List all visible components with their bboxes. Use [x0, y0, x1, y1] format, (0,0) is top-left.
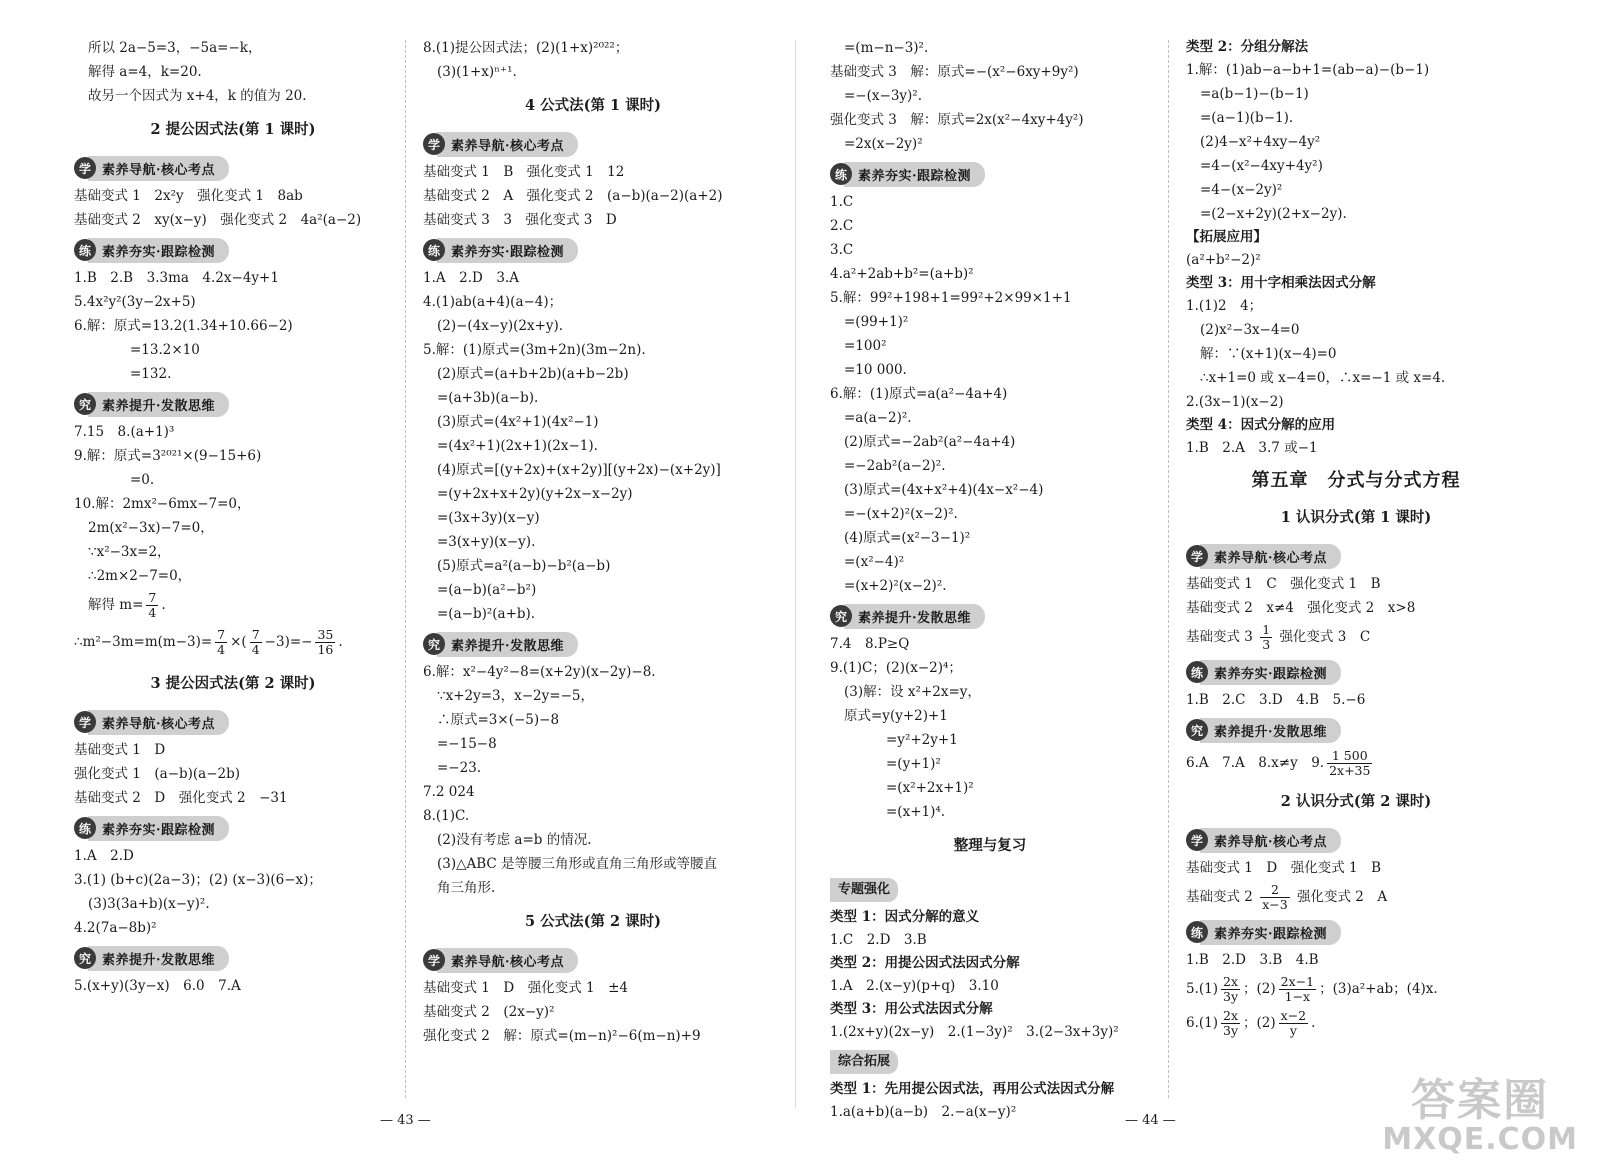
text-line: 强化变式 1 (a−b)(a−2b) — [74, 766, 241, 782]
xue-icon: 学 — [1186, 829, 1208, 851]
fraction — [250, 628, 262, 657]
jiu-icon: 究 — [74, 947, 96, 969]
denominator: 4 — [148, 605, 157, 620]
text-line: ∴2m×2−7=0， — [88, 568, 192, 584]
numerator: 1 500 — [1327, 749, 1372, 764]
text-fragment: ；(2) — [1243, 981, 1276, 997]
text-line: (5)原式=a²(a−b)−b²(a−b) — [437, 558, 611, 574]
text-line: 2.(3x−1)(x−2) — [1186, 394, 1284, 410]
text-line: 基础变式 3 解：原式=−(x²−6xy+9y²) — [830, 64, 1079, 80]
text-line: 角三角形. — [437, 880, 496, 896]
text-line: 7.2 024 — [423, 784, 475, 800]
text-line: 5.(x+y)(3y−x) 6.0 7.A — [74, 978, 241, 994]
text-line: 所以 2a−5=3，−5a=−k， — [88, 40, 262, 56]
text-line: 1.B 2.B 3.3ma 4.2x−4y+1 — [74, 270, 279, 286]
numerator: 2 — [1260, 883, 1289, 898]
badge-label: 素养导航·核心考点 — [437, 132, 578, 157]
denominator: 2x+35 — [1329, 763, 1371, 778]
text-line: (2)−(4x−y)(2x+y). — [437, 318, 564, 334]
text-line: 基础变式 2 xy(x−y) 强化变式 2 4a²(a−2) — [74, 212, 362, 228]
badge-label: 素养提升·发散思维 — [844, 604, 985, 629]
lian-icon: 练 — [1186, 921, 1208, 943]
text-line: 强化变式 3 解：原式=2x(x²−4xy+4y²) — [830, 112, 1084, 128]
text-fragment: 6.A 7.A 8.x≠y 9. — [1186, 755, 1325, 771]
text-line: ∴x+1=0 或 x−4=0，∴x=−1 或 x=4. — [1200, 370, 1446, 386]
text-line: (4)原式=(x²−3−1)² — [844, 530, 971, 546]
text-line: =13.2×10 — [130, 342, 200, 358]
badge-label: 素养夯实·跟踪检测 — [88, 816, 229, 841]
text-line: =−(x−3y)². — [844, 88, 923, 104]
text-line: =(99+1)² — [844, 314, 909, 330]
xue-icon: 学 — [74, 711, 96, 733]
text-line: 1.(1)2 4； — [1186, 298, 1263, 314]
text-line: =a(a−2)². — [844, 410, 912, 426]
badge-label: 素养提升·发散思维 — [88, 946, 229, 971]
text-line: =(x+2)²(x−2)². — [844, 578, 947, 594]
badge-label: 素养夯实·跟踪检测 — [437, 238, 578, 263]
column-3 — [830, 36, 1150, 1124]
text-line: =(y+1)² — [886, 756, 941, 772]
jiu-icon: 究 — [423, 633, 445, 655]
lian-icon: 练 — [74, 817, 96, 839]
denominator: 16 — [317, 642, 334, 657]
badge-core — [1186, 828, 1526, 852]
badge-think — [423, 632, 763, 656]
text-line: 9.解：原式=3²⁰²¹×(9−15+6) — [74, 448, 262, 464]
text-line: 解得 a=4，k=20. — [88, 64, 202, 80]
denominator: 3y — [1223, 989, 1239, 1004]
text-line: 1.B 2.A 3.7 或−1 — [1186, 440, 1318, 456]
type-heading: 类型 3：用十字相乘法因式分解 — [1186, 275, 1376, 291]
page-number-right: — 44 — — [1125, 1113, 1176, 1128]
fraction — [315, 628, 335, 657]
text-line: 基础变式 2 A 强化变式 2 (a−b)(a−2)(a+2) — [423, 188, 723, 204]
lian-icon: 练 — [74, 239, 96, 261]
denominator: 3y — [1223, 1023, 1239, 1038]
text-line: 3.C — [830, 242, 854, 258]
fraction — [1279, 975, 1316, 1004]
text-line: =(y+2x+x+2y)(y+2x−x−2y) — [437, 486, 633, 502]
section-title: 1 认识分式(第 1 课时) — [1280, 509, 1432, 526]
denominator: 4 — [217, 642, 226, 657]
text-line — [1186, 880, 1526, 914]
text-line: =4−(x−2y)² — [1200, 182, 1283, 198]
text-fragment: 6.(1) — [1186, 1015, 1219, 1031]
page-number-left: — 43 — — [380, 1113, 431, 1128]
text-line: =132. — [130, 366, 172, 382]
text-fragment: . — [1311, 1015, 1316, 1031]
badge-label: 素养导航·核心考点 — [88, 710, 229, 735]
text-line: 基础变式 1 D — [74, 742, 166, 758]
text-line: =−15−8 — [437, 736, 497, 752]
badge-label: 素养导航·核心考点 — [1200, 544, 1341, 569]
text-line: 1.C 2.D 3.B — [830, 932, 927, 948]
extension-heading: 【拓展应用】 — [1186, 229, 1267, 245]
text-line: =−(x+2)²(x−2)². — [844, 506, 958, 522]
text-line: =(3x+3y)(x−y) — [437, 510, 540, 526]
tag-comprehensive: 综合拓展 — [830, 1050, 898, 1074]
section-title: 4 公式法(第 1 课时) — [524, 97, 662, 114]
text-line: =(x²−4)² — [844, 554, 905, 570]
text-fragment: 解得 m= — [88, 597, 144, 613]
jiu-icon: 究 — [74, 393, 96, 415]
badge-core — [423, 132, 763, 156]
text-line: 2.C — [830, 218, 854, 234]
center-spine — [795, 40, 796, 1108]
text-line: (2)原式=−2ab²(a²−4a+4) — [844, 434, 1016, 450]
text-line: (2)x²−3x−4=0 — [1200, 322, 1300, 338]
text-line: 基础变式 2 (2x−y)² — [423, 1004, 555, 1020]
text-line: =100² — [844, 338, 887, 354]
numerator: 7 — [148, 590, 157, 605]
badge-label: 素养夯实·跟踪检测 — [1200, 920, 1341, 945]
section-title: 2 认识分式(第 2 课时) — [1280, 793, 1432, 810]
type-heading: 类型 3：用公式法因式分解 — [830, 1001, 993, 1017]
text-line: (3)原式=(4x+x²+4)(4x−x²−4) — [844, 482, 1044, 498]
text-line: =10 000. — [844, 362, 907, 378]
text-fragment: ；(2) — [1243, 1015, 1276, 1031]
section-title: 5 公式法(第 2 课时) — [524, 913, 662, 930]
text-line: (2)没有考虑 a=b 的情况. — [437, 832, 592, 848]
badge-label: 素养导航·核心考点 — [1200, 828, 1341, 853]
text-line: 2m(x²−3x)−7=0， — [88, 520, 214, 536]
type-heading: 类型 1：先用提公因式法，再用公式法因式分解 — [830, 1081, 1115, 1097]
text-line: 故另一个因式为 x+4，k 的值为 20. — [88, 88, 307, 104]
text-line: (2)原式=(a+b+2b)(a+b−2b) — [437, 366, 629, 382]
text-line: =y²+2y+1 — [886, 732, 958, 748]
text-line: 1.a(a+b)(a−b) 2.−a(x−y)² — [830, 1104, 1017, 1120]
text-line: (3)△ABC 是等腰三角形或直角三角形或等腰直 — [437, 856, 718, 872]
denominator: 3 — [1262, 637, 1271, 652]
type-heading: 类型 2：用提公因式法因式分解 — [830, 955, 1020, 971]
text-line: (4)原式=[(y+2x)+(x+2y)][(y+2x)−(x+2y)] — [437, 462, 721, 478]
badge-label: 素养夯实·跟踪检测 — [1200, 660, 1341, 685]
text-line: ∵x+2y=3，x−2y=−5， — [437, 688, 594, 704]
xue-icon: 学 — [1186, 545, 1208, 567]
text-line: 5.解：99²+198+1=99²+2×99×1+1 — [830, 290, 1072, 306]
numerator: 7 — [217, 627, 226, 642]
badge-think — [830, 604, 1150, 628]
text-line: =(a−b)(a²−b²) — [437, 582, 537, 598]
type-heading: 类型 1：因式分解的意义 — [830, 909, 980, 925]
text-line: 1.A 2.D 3.A — [423, 270, 519, 286]
text-line — [1186, 972, 1526, 1006]
text-line: 10.解：2mx²−6mx−7=0， — [74, 496, 251, 512]
text-line: 原式=y(y+2)+1 — [844, 708, 948, 724]
badge-label: 素养夯实·跟踪检测 — [88, 238, 229, 263]
badge-practice — [830, 162, 1150, 186]
text-line: (2)4−x²+4xy−4y² — [1200, 134, 1321, 150]
text-line: (3)(1+x)ⁿ⁺¹. — [437, 64, 517, 80]
text-line: 8.(1)C. — [423, 808, 470, 824]
text-line: =4−(x²−4xy+4y²) — [1200, 158, 1323, 174]
text-line: 4.2(7a−8b)² — [74, 920, 157, 936]
text-line: =(m−n−3)². — [844, 40, 929, 56]
text-line: =−2ab²(a−2)². — [844, 458, 946, 474]
text-fragment: ；(3)a²+ab；(4)x. — [1319, 981, 1438, 997]
column-1 — [74, 36, 392, 998]
text-line: 4.a²+2ab+b²=(a+b)² — [830, 266, 974, 282]
numerator: x−2 — [1280, 1008, 1307, 1023]
text-line: 1.A 2.(x−y)(p+q) 3.10 — [830, 978, 999, 994]
watermark-text: 答案圈 — [1411, 1075, 1550, 1126]
numerator: 2x — [1223, 1008, 1239, 1023]
badge-practice — [74, 238, 392, 262]
text-line: =a(b−1)−(b−1) — [1200, 86, 1309, 102]
text-line: 6.解：(1)原式=a(a²−4a+4) — [830, 386, 1008, 402]
badge-core — [423, 948, 763, 972]
text-line: =2x(x−2y)² — [844, 136, 923, 152]
text-line: 4.(1)ab(a+4)(a−4)； — [423, 294, 563, 310]
lian-icon: 练 — [423, 239, 445, 261]
text-line: =3(x+y)(x−y). — [437, 534, 536, 550]
text-line: 5.解：(1)原式=(3m+2n)(3m−2n). — [423, 342, 646, 358]
type-heading: 类型 2：分组分解法 — [1186, 39, 1309, 55]
text-line: 解：∵(x+1)(x−4)=0 — [1200, 346, 1337, 362]
fraction — [1279, 1009, 1308, 1038]
text-line: =(2−x+2y)(2+x−2y). — [1200, 206, 1347, 222]
text-fragment: ∴m²−3m=m(m−3)= — [74, 634, 213, 650]
jiu-icon: 究 — [830, 605, 852, 627]
badge-think — [74, 392, 392, 416]
text-line: =(x²+2x+1)² — [886, 780, 974, 796]
text-line: ∴m²−3m=m(m−3)= $\frac{7}{4}$ ×( $\frac{7}{4}$ −3)=− $\frac{35}{16}$ . — [74, 627, 343, 657]
text-line: ∵x²−3x=2， — [88, 544, 171, 560]
badge-label: 素养提升·发散思维 — [88, 392, 229, 417]
text-line: 基础变式 1 D 强化变式 1 ±4 — [423, 980, 628, 996]
xue-icon: 学 — [423, 133, 445, 155]
text-line: =(x+1)⁴. — [886, 804, 946, 820]
section-title: 3 提公因式法(第 2 课时) — [150, 675, 316, 692]
badge-practice — [1186, 660, 1526, 684]
text-line: 1.B 2.C 3.D 4.B 5.−6 — [1186, 692, 1366, 708]
numerator: 35 — [317, 627, 334, 642]
text-line: 基础变式 3 3 强化变式 3 D — [423, 212, 617, 228]
text-line: =(4x²+1)(2x+1)(2x−1). — [437, 438, 598, 454]
badge-label: 素养夯实·跟踪检测 — [844, 162, 985, 187]
text-fragment: 基础变式 2 — [1186, 889, 1253, 905]
text-line: =(a+3b)(a−b). — [437, 390, 539, 406]
tag-special: 专题强化 — [830, 878, 898, 902]
text-line: 1.C — [830, 194, 854, 210]
text-line: =(a−b)²(a+b). — [437, 606, 536, 622]
text-line: 基础变式 2 x≠4 强化变式 2 x>8 — [1186, 600, 1416, 616]
text-line: 基础变式 1 B 强化变式 1 12 — [423, 164, 625, 180]
text-line: 基础变式 2 D 强化变式 2 −31 — [74, 790, 288, 806]
badge-core — [1186, 544, 1526, 568]
type-heading: 类型 4：因式分解的应用 — [1186, 417, 1336, 433]
numerator: 1 — [1262, 622, 1271, 637]
text-line: 7.15 8.(a+1)³ — [74, 424, 175, 440]
badge-practice — [1186, 920, 1526, 944]
text-line: 1.A 2.D — [74, 848, 134, 864]
fraction — [1221, 975, 1240, 1004]
numerator: 2x — [1223, 974, 1239, 989]
fraction — [1221, 1009, 1240, 1038]
text-line: 基础变式 1 C 强化变式 1 B — [1186, 576, 1381, 592]
column-2 — [423, 36, 763, 1048]
right-column-divider — [1168, 40, 1169, 1098]
text-fragment: 强化变式 2 A — [1296, 889, 1388, 905]
text-line: (3)解：设 x²+2x=y， — [844, 684, 981, 700]
text-line: =−23. — [437, 760, 482, 776]
text-fragment: ×( — [230, 634, 247, 650]
text-line: 基础变式 1 D 强化变式 1 B — [1186, 860, 1382, 876]
text-fragment: 强化变式 3 C — [1279, 629, 1371, 645]
text-line: 基础变式 1 2x²y 强化变式 1 8ab — [74, 188, 303, 204]
watermark-logo — [1382, 1075, 1578, 1157]
badge-label: 素养提升·发散思维 — [1200, 718, 1341, 743]
text-line: (3)原式=(4x²+1)(4x²−1) — [437, 414, 599, 430]
fraction — [215, 628, 227, 657]
text-line — [1186, 746, 1526, 780]
watermark-url: MXQE.COM — [1382, 1122, 1578, 1157]
fraction — [146, 591, 158, 620]
fraction — [1260, 623, 1272, 652]
chapter-title: 第五章 分式与分式方程 — [1251, 470, 1461, 491]
text-line: (a²+b²−2)² — [1186, 252, 1261, 268]
text-line: 1.(2x+y)(2x−y) 2.(1−3y)² 3.(2−3x+3y)² — [830, 1024, 1119, 1040]
text-line: ∴原式=3×(−5)−8 — [437, 712, 560, 728]
text-line: =(a−1)(b−1). — [1200, 110, 1294, 126]
badge-practice — [74, 816, 392, 840]
column-4 — [1186, 36, 1526, 1040]
lian-icon: 练 — [1186, 661, 1208, 683]
left-column-divider — [405, 40, 406, 1098]
text-line: 8.(1)提公因式法；(2)(1+x)²⁰²²； — [423, 40, 629, 56]
section-title: 整理与复习 — [953, 837, 1027, 854]
badge-label: 素养导航·核心考点 — [88, 156, 229, 181]
text-fragment: 基础变式 3 — [1186, 629, 1253, 645]
denominator: 4 — [251, 642, 260, 657]
text-line — [1186, 620, 1526, 654]
numerator: 7 — [251, 627, 260, 642]
text-line: 1.B 2.D 3.B 4.B — [1186, 952, 1319, 968]
text-line: 6.解：原式=13.2(1.34+10.66−2) — [74, 318, 293, 334]
lian-icon: 练 — [830, 163, 852, 185]
text-line: 强化变式 2 解：原式=(m−n)²−6(m−n)+9 — [423, 1028, 701, 1044]
text-line: 6.解：x²−4y²−8=(x+2y)(x−2y)−8. — [423, 664, 656, 680]
badge-core — [74, 156, 392, 180]
text-line: =0. — [130, 472, 155, 488]
text-line: 9.(1)C；(2)(x−2)⁴； — [830, 660, 962, 676]
fraction — [1327, 749, 1372, 778]
badge-label: 素养导航·核心考点 — [437, 948, 578, 973]
text-line — [1186, 1006, 1526, 1040]
text-line: 7.4 8.P≥Q — [830, 636, 910, 652]
text-line: 5.4x²y²(3y−2x+5) — [74, 294, 196, 310]
badge-core — [74, 710, 392, 734]
text-line: 解得 m= $\frac{7}{4}$ . — [88, 590, 166, 620]
numerator: 2x−1 — [1280, 974, 1315, 989]
section-title: 2 提公因式法(第 1 课时) — [150, 121, 316, 138]
denominator: y — [1289, 1023, 1297, 1038]
denominator: x−3 — [1262, 897, 1288, 912]
xue-icon: 学 — [423, 949, 445, 971]
denominator: 1−x — [1284, 989, 1311, 1004]
text-line: (3)3(3a+b)(x−y)². — [88, 896, 210, 912]
badge-think — [1186, 718, 1526, 742]
text-line: 3.(1) (b+c)(2a−3)；(2) (x−3)(6−x)； — [74, 872, 322, 888]
fraction — [1260, 883, 1289, 912]
jiu-icon: 究 — [1186, 719, 1208, 741]
badge-practice — [423, 238, 763, 262]
xue-icon: 学 — [74, 157, 96, 179]
text-fragment: 5.(1) — [1186, 981, 1219, 997]
text-line: 1.解：(1)ab−a−b+1=(ab−a)−(b−1) — [1186, 62, 1430, 78]
text-fragment: −3)=− — [264, 634, 313, 650]
badge-label: 素养提升·发散思维 — [437, 632, 578, 657]
badge-think — [74, 946, 392, 970]
